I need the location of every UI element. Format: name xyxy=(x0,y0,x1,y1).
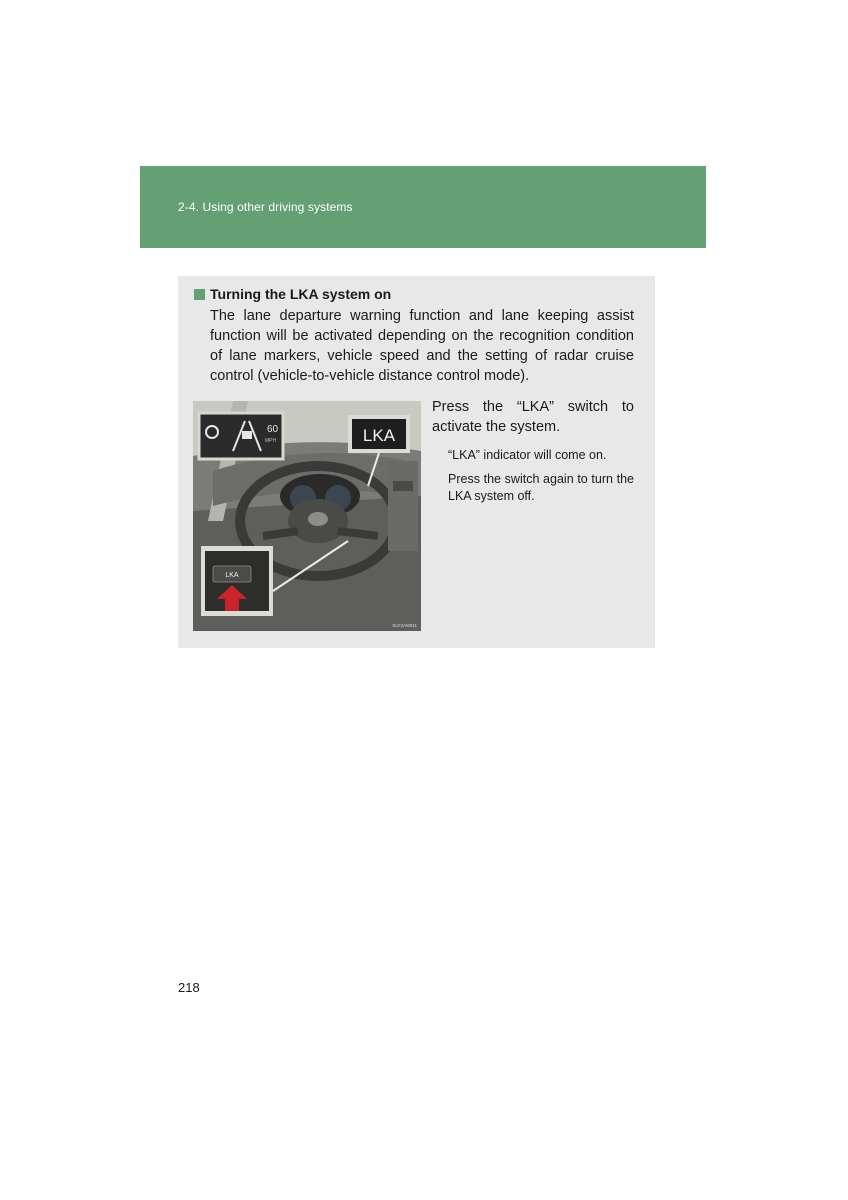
section-header xyxy=(140,166,706,248)
intro-paragraph: The lane departure warning function and lane keeping assist function will be activated depending on the recognition condition of lane markers, vehicle speed and the setting of radar cruise control (vehicle-to-vehicle distance control mode). xyxy=(210,308,634,384)
lka-indicator-label: LKA xyxy=(362,426,396,445)
page-number: 218 xyxy=(178,980,200,995)
instruction-text: Press the “LKA” switch to activate the system. xyxy=(432,399,634,435)
content-box xyxy=(178,276,655,648)
square-bullet-icon xyxy=(194,289,205,300)
section-title: 2-4. Using other driving systems xyxy=(178,200,353,214)
display-unit: MPH xyxy=(265,438,277,444)
display-speed: 60 xyxy=(267,424,279,435)
dashboard-illustration xyxy=(193,401,421,631)
note-turn-off: Press the switch again to turn the LKA system off. xyxy=(448,472,634,503)
subheading-text: Turning the LKA system on xyxy=(210,286,392,302)
subheading xyxy=(194,286,391,302)
lka-switch-label: LKA xyxy=(225,572,239,579)
note-indicator: “LKA” indicator will come on. xyxy=(448,448,607,462)
image-code: SLY3AM011 xyxy=(392,623,417,628)
